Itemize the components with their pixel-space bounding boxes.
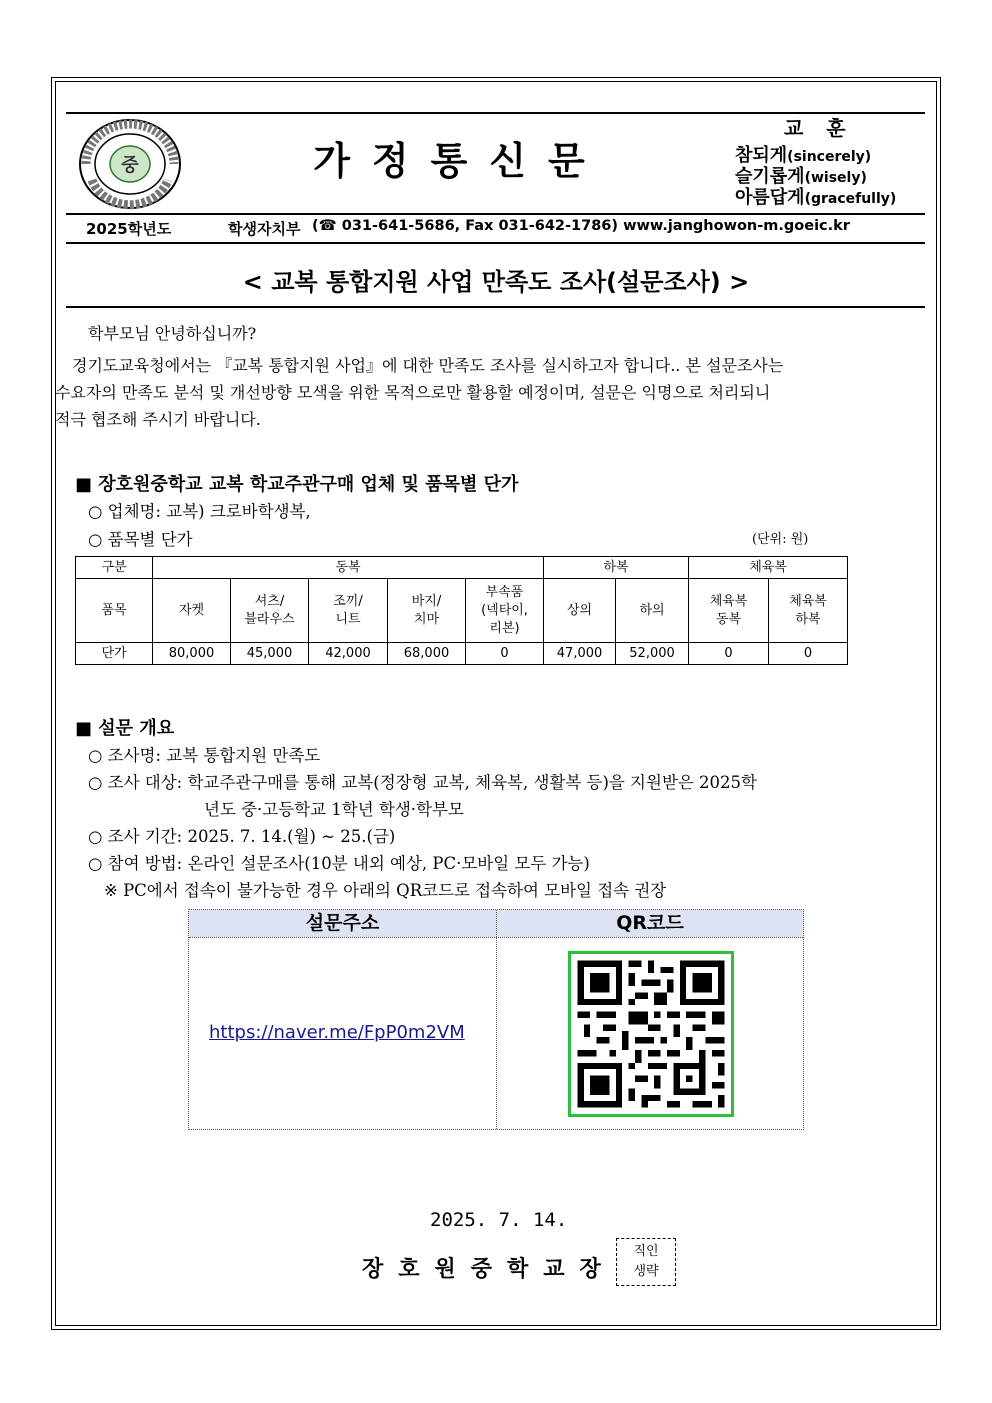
table-cell: 자켓 xyxy=(153,579,231,643)
survey-link[interactable]: https://naver.me/FpP0m2VM xyxy=(209,1022,465,1043)
page-title: 가정통신문 xyxy=(313,139,607,183)
motto-heading: 교 훈 xyxy=(784,116,854,140)
table-cell: 체육복 하복 xyxy=(769,579,848,643)
table-cell: 동복 xyxy=(153,557,544,579)
greeting: 학부모님 안녕하십니까? xyxy=(88,324,257,343)
table-cell: 0 xyxy=(689,643,769,665)
table-cell: 하의 xyxy=(616,579,689,643)
intro-line-3: 적극 협조해 주시기 바랍니다. xyxy=(55,410,261,429)
survey-method: ○ 참여 방법: 온라인 설문조사(10분 내외 예상, PC·모바일 모두 가능) xyxy=(88,854,590,873)
header-bottom-rule xyxy=(66,242,925,244)
survey-url-header: 설문주소 xyxy=(189,910,496,937)
principal-name: 장호원중학교장 xyxy=(362,1257,616,1282)
document-title: < 교복 통합지원 사업 만족도 조사(설문조사) > xyxy=(242,268,750,296)
price-table xyxy=(75,556,848,665)
table-cell: 조끼/ 니트 xyxy=(309,579,388,643)
table-cell: 상의 xyxy=(544,579,616,643)
department: 학생자치부 xyxy=(228,220,301,238)
table-cell: 셔츠/ 블라우스 xyxy=(231,579,309,643)
school-year: 2025학년도 xyxy=(86,220,172,238)
table-cell: 47,000 xyxy=(544,643,616,665)
table-cell: 0 xyxy=(466,643,544,665)
table-cell: 68,000 xyxy=(388,643,466,665)
table-cell: 0 xyxy=(769,643,848,665)
motto-line-2: 슬기롭게(wisely) xyxy=(735,166,867,187)
survey-name: ○ 조사명: 교복 통합지원 만족도 xyxy=(88,746,321,765)
table-cell: 하복 xyxy=(544,557,689,579)
vendor-name: ○ 업체명: 교복) 크로바학생복, xyxy=(88,502,311,521)
table-cell: 품목 xyxy=(76,579,153,643)
survey-target-line-2: 년도 중·고등학교 1학년 학생·학부모 xyxy=(204,800,464,819)
table-cell: 42,000 xyxy=(309,643,388,665)
section-heading-survey: ■ 설문 개요 xyxy=(75,718,175,739)
qr-code-frame[interactable] xyxy=(568,951,734,1117)
svg-text:중: 중 xyxy=(121,155,139,176)
qr-code-icon xyxy=(571,954,731,1114)
section-heading-vendor: ■ 장호원중학교 교복 학교주관구매 업체 및 품목별 단가 xyxy=(75,474,519,495)
qr-header: QR코드 xyxy=(497,910,803,937)
table-cell: 45,000 xyxy=(231,643,309,665)
table-cell: 체육복 동복 xyxy=(689,579,769,643)
seal-omitted-box xyxy=(616,1238,676,1286)
survey-box xyxy=(188,909,804,1130)
intro-line-2: 수요자의 만족도 분석 및 개선방향 모색을 위한 목적으로만 활용할 예정이며, 설문은 익명으로 처리되니 xyxy=(55,383,771,402)
table-cell: 구분 xyxy=(76,557,153,579)
contact-info: (☎ 031-641-5686, Fax 031-642-1786) www.janghowon-m.goeic.kr xyxy=(312,218,850,234)
title-rule xyxy=(66,306,925,308)
table-row xyxy=(76,579,848,643)
school-logo-icon xyxy=(78,118,182,210)
seal-text-2: 생략 xyxy=(633,1264,659,1279)
table-cell: 부속품 (넥타이, 리본) xyxy=(466,579,544,643)
seal-text-1: 직인 xyxy=(633,1244,659,1259)
header-mid-rule xyxy=(66,213,925,215)
survey-period: ○ 조사 기간: 2025. 7. 14.(월) ~ 25.(금) xyxy=(88,827,396,846)
survey-target-line-1: ○ 조사 대상: 학교주관구매를 통해 교복(정장형 교복, 체육복, 생활복 등)을 지원받은 2025학 xyxy=(88,773,757,792)
price-label: ○ 품목별 단가 xyxy=(88,530,193,549)
table-cell: 바지/ 치마 xyxy=(388,579,466,643)
survey-note: ※ PC에서 접속이 불가능한 경우 아래의 QR코드로 접속하여 모바일 접속 권장 xyxy=(104,881,667,900)
motto-line-3: 아름답게(gracefully) xyxy=(735,187,897,208)
table-cell: 80,000 xyxy=(153,643,231,665)
table-cell: 단가 xyxy=(76,643,153,665)
price-unit: (단위: 원) xyxy=(752,532,809,547)
table-row xyxy=(76,643,848,665)
table-cell: 체육복 xyxy=(689,557,848,579)
issue-date: 2025. 7. 14. xyxy=(430,1209,568,1231)
intro-line-1: 경기도교육청에서는 『교복 통합지원 사업』에 대한 만족도 조사를 실시하고자 합니다.. 본 설문조사는 xyxy=(72,356,784,375)
column-divider xyxy=(496,910,497,1129)
table-row xyxy=(76,557,848,579)
motto-line-1: 참되게(sincerely) xyxy=(735,145,872,166)
table-cell: 52,000 xyxy=(616,643,689,665)
